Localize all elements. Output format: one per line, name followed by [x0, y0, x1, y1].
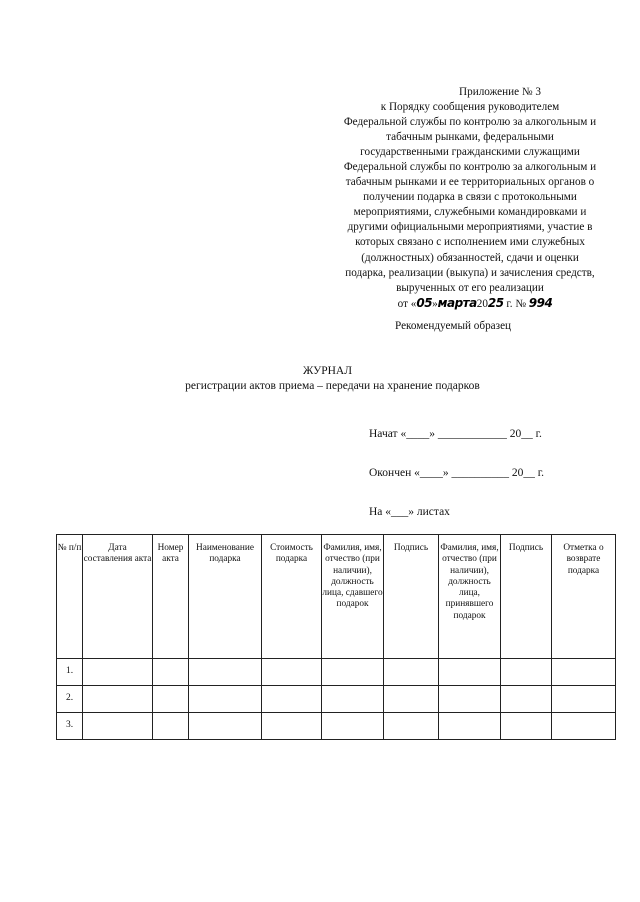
started-line: Начат «____» ____________ 20__ г. [369, 428, 542, 440]
row-number: 2. [57, 686, 83, 713]
table-row [57, 686, 616, 713]
table-cell [322, 686, 384, 713]
handwritten-year: 25 [487, 295, 504, 310]
handwritten-month: марта [437, 295, 477, 310]
table-cell [262, 713, 322, 740]
table-cell [384, 659, 439, 686]
table-cell [83, 659, 153, 686]
table-cell [384, 713, 439, 740]
table-cell [322, 713, 384, 740]
handwritten-doc-number: 994 [528, 295, 553, 310]
appendix-line: вырученных от его реализации [396, 281, 544, 294]
appendix-line: получении подарка в связи с протокольными [363, 191, 577, 204]
appendix-line: Федеральной службы по контролю за алкогольным и [343, 161, 597, 174]
table-row [57, 713, 616, 740]
sample-note: Рекомендуемый образец [395, 320, 512, 332]
col-header-act-date: Дата составления акта [83, 535, 153, 659]
table-row [57, 659, 616, 686]
appendix-line: другими официальными мероприятиями, участие в [347, 221, 593, 234]
appendix-line: государственными гражданскими служащими [360, 146, 580, 159]
col-header-gift-value: Стоимость подарка [262, 535, 322, 659]
appendix-line: (должностных) обязанностей, сдачи и оценки [361, 251, 579, 264]
col-header-number: № п/п [57, 535, 83, 659]
table-cell [501, 713, 552, 740]
appendix-block [300, 85, 640, 312]
table-header-row [57, 535, 616, 659]
journal-heading [0, 364, 640, 394]
col-header-submitter: Фамилия, имя, отчество (при наличии), должность лица, сдавшего подарок [322, 535, 384, 659]
table-cell [384, 686, 439, 713]
table-cell [552, 686, 616, 713]
appendix-line: которых связано с исполнением ими служебных [355, 236, 585, 249]
appendix-line: подарка, реализации (выкупа) и зачисления средств, [345, 266, 595, 279]
table-cell [439, 686, 501, 713]
row-number: 1. [57, 659, 83, 686]
table-cell [552, 713, 616, 740]
ended-line: Окончен «____» __________ 20__ г. [369, 467, 545, 479]
journal-table [56, 534, 616, 740]
date-year-suffix: г. № [503, 297, 529, 310]
col-header-submitter-signature: Подпись [384, 535, 439, 659]
journal-title: ЖУРНАЛ [302, 365, 353, 377]
table-cell [153, 659, 189, 686]
table-cell [262, 659, 322, 686]
col-header-act-number: Номер акта [153, 535, 189, 659]
table-cell [439, 659, 501, 686]
order-date-line [300, 296, 640, 312]
appendix-line: к Порядку сообщения руководителем [380, 101, 560, 114]
table-cell [262, 686, 322, 713]
appendix-line: мероприятиями, служебными командировками и [353, 206, 587, 219]
journal-subtitle: регистрации актов приема – передачи на хранение подарков [185, 380, 480, 392]
col-header-gift-name: Наименование подарка [189, 535, 262, 659]
appendix-line: Приложение № 3 [459, 86, 541, 98]
date-prefix: от « [397, 297, 417, 310]
col-header-return-mark: Отметка о возврате подарка [552, 535, 616, 659]
table-cell [83, 686, 153, 713]
table-cell [322, 659, 384, 686]
table-cell [439, 713, 501, 740]
sheets-line: На «___» листах [369, 506, 450, 518]
row-number: 3. [57, 713, 83, 740]
appendix-line: табачным рынками, федеральными [386, 131, 554, 144]
table-cell [501, 659, 552, 686]
col-header-receiver-signature: Подпись [501, 535, 552, 659]
date-mid: » [432, 297, 438, 310]
date-year-prefix: 20 [476, 297, 488, 310]
table-cell [189, 659, 262, 686]
table-cell [501, 686, 552, 713]
table-cell [189, 686, 262, 713]
table-cell [153, 686, 189, 713]
handwritten-day: 05 [416, 295, 433, 310]
table-cell [153, 713, 189, 740]
col-header-receiver: Фамилия, имя, отчество (при наличии), должность лица, принявшего подарок [439, 535, 501, 659]
table-cell [83, 713, 153, 740]
appendix-line: Федеральной службы по контролю за алкогольным и [343, 116, 597, 129]
table-cell [552, 659, 616, 686]
appendix-line: табачным рынками и ее территориальных органов о [345, 176, 595, 189]
table-cell [189, 713, 262, 740]
